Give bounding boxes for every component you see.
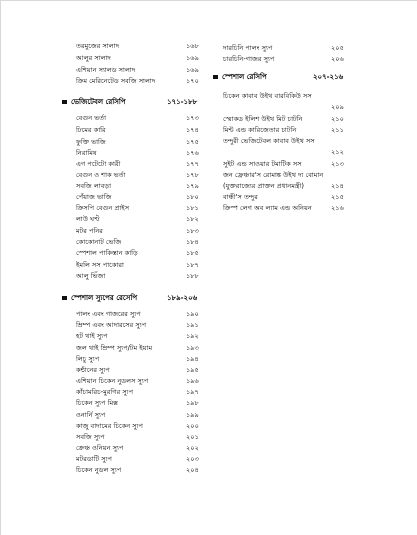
- toc-entry-page: ২১৪: [331, 182, 344, 190]
- toc-entry-page: ১৮৫: [186, 249, 199, 257]
- toc-entry-title: তন্দুরী ভেজিটেবল কাবাব উইথ সস: [223, 137, 315, 145]
- toc-entry-page: ১৬৮: [186, 42, 199, 50]
- toc-entry-title: ভেজিটেবল রেসিপি: [71, 98, 126, 106]
- toc-entry-page: ২১১: [331, 126, 344, 134]
- toc-entry-page: ১৮৩: [186, 227, 199, 235]
- toc-entry-title: দারচিনি পালং স্যুপ: [223, 44, 273, 52]
- toc-entry-title: (যুক্তরাজ্যের প্রাক্তন প্রধানমন্ত্রী): [223, 182, 304, 190]
- toc-entry-title: ক্রেঞ্চ ওনিয়ন স্যুপ: [76, 444, 124, 452]
- toc-entry-page: ১৯৮: [186, 399, 199, 407]
- toc-entry-title: মটর পনির: [76, 227, 103, 235]
- toc-entry-page: ১৭১-১৮৮: [167, 98, 198, 106]
- toc-entry-title: এশিয়ান স্যালড সালাদ: [76, 66, 136, 74]
- toc-entry-page: ১৯২: [186, 332, 199, 340]
- toc-entry-title: সবজি লাবড়া: [76, 182, 112, 190]
- toc-entry-title: লাউ ঘণ্ট: [76, 215, 100, 223]
- section-bullet-icon: [62, 296, 67, 300]
- toc-entry-page: ১৯৫: [186, 366, 199, 374]
- toc-entry-title: চিকেন কাবাব উইথ বারবিকিউ সস: [223, 92, 312, 100]
- toc-entry-page: ১৮১: [186, 204, 199, 212]
- toc-entry-page: ১৮৪: [186, 238, 199, 246]
- toc-entry-page: ১৮৮: [186, 272, 199, 280]
- toc-entry-title: এগ পটেটো কারী: [76, 160, 121, 168]
- toc-entry-title: ফুক্তি ভাজি: [76, 138, 106, 146]
- toc-entry-title: ঢিমের কারি: [76, 126, 106, 134]
- toc-entry-title: কোকোনাট ভেজি: [76, 238, 122, 246]
- toc-entry-page: ১৮০: [186, 193, 199, 201]
- toc-entry-title: সুইট এন্ড সাওয়ার টমাটিক সস: [223, 160, 302, 168]
- toc-entry-page: ১৭৭: [186, 160, 199, 168]
- toc-entry-title: ক্রিসপি বেগুন প্রাইস: [76, 204, 130, 212]
- toc-entry-page: ১৬৯: [186, 54, 199, 62]
- toc-entry-page: ২০৩: [186, 455, 199, 463]
- toc-entry-page: ২০৬: [331, 55, 344, 63]
- toc-entry-page: ১৯৯: [186, 411, 199, 419]
- toc-entry-page: ১৯৩: [186, 344, 199, 352]
- toc-entry-page: ১৭৮: [186, 171, 199, 179]
- toc-entry-title: পেঁয়াজ ভাজি: [76, 193, 112, 201]
- toc-entry-title: স্পেশাল স্যুপের রেসেপি: [71, 294, 138, 302]
- page-left-border: [0, 0, 1, 535]
- toc-entry-title: বেগুন ভর্তা: [76, 114, 106, 122]
- toc-entry-page: ১৭০: [186, 77, 199, 85]
- toc-entry-page: ২০৯: [331, 103, 344, 111]
- toc-entry-title: বেগুন ও শাক ভর্তা: [76, 171, 126, 179]
- toc-entry-page: ১৯৪: [186, 355, 199, 363]
- toc-entry-page: ১৯৬: [186, 377, 199, 385]
- toc-entry-title: লিচু স্যুপ: [76, 355, 100, 363]
- toc-entry-page: ২১২: [331, 148, 344, 156]
- toc-entry-page: ১৯০: [186, 310, 199, 318]
- toc-entry-title: কাঁচামরিচ-মুরগির স্যুপ: [76, 388, 134, 396]
- toc-entry-title: ইমলি সস পাকোরা: [76, 261, 124, 269]
- toc-entry-page: ১৭৩: [186, 114, 199, 122]
- toc-entry-title: আলু ভিঁজা: [76, 272, 106, 280]
- toc-entry-title: চারচিনি-গাজর স্যুপ: [223, 55, 275, 63]
- toc-entry-page: ২০৭-২১৬: [313, 73, 344, 81]
- toc-entry-title: স্পেশাল রেসিপি: [222, 73, 267, 81]
- toc-entry-page: ২০৪: [186, 466, 199, 474]
- toc-entry-page: ১৮২: [186, 215, 199, 223]
- page-top-border: [0, 0, 417, 1]
- section-bullet-icon: [213, 75, 218, 79]
- toc-entry-title: নিরামিষ: [76, 149, 97, 157]
- toc-entry-page: ২১৩: [331, 160, 344, 168]
- toc-entry-title: বান্ধী'স তন্দুর: [223, 193, 258, 201]
- toc-entry-title: তরমুজের সালাদ: [76, 42, 120, 50]
- toc-entry-title: স্পেশাল পাকিস্তান কাড়ি: [76, 249, 138, 257]
- toc-entry-page: ২০০: [186, 422, 199, 430]
- toc-entry-title: ওনার্নি স্যুপ: [76, 411, 106, 419]
- toc-entry-page: ১৯১: [186, 321, 199, 329]
- toc-entry-title: জল থাই ম্রিম্প স্যুপ/টম ইয়াম: [76, 344, 153, 352]
- toc-entry-title: সবজি স্যুপ: [76, 433, 105, 441]
- toc-entry-title: পালং এবং গাজরের স্যুপ: [76, 310, 141, 318]
- section-bullet-icon: [62, 100, 67, 104]
- toc-entry-page: ১৮৯-২০৬: [167, 294, 198, 302]
- toc-entry-title: চিকেন স্যুপ মিক্স: [76, 399, 118, 407]
- toc-entry-page: ২১৬: [331, 204, 344, 212]
- toc-entry-title: ক্রিম মেরিনেটেড সবজি সালাদ: [76, 77, 156, 85]
- toc-entry-page: ২০৫: [331, 44, 344, 52]
- toc-entry-title: মটরডাটি স্যুপ: [76, 455, 112, 463]
- toc-entry-title: কর্ন্ঠানের স্যুপ: [76, 366, 110, 374]
- toc-entry-page: ২১০: [331, 115, 344, 123]
- toc-entry-page: ১৬৯: [186, 66, 199, 74]
- toc-entry-title: এশিয়ান চিকেন নুডলস স্যুপ: [76, 377, 149, 385]
- toc-entry-title: আলুর সালাদ: [76, 54, 111, 62]
- toc-entry-page: ২০২: [186, 444, 199, 452]
- toc-entry-page: ১৭৪: [186, 126, 199, 134]
- toc-entry-title: হট থাই স্যুপ: [76, 332, 108, 340]
- toc-entry-page: ২১৫: [331, 193, 344, 201]
- toc-entry-title: মিন্ট এন্ড কারিজেতার চাটনি: [223, 126, 297, 134]
- toc-entry-title: ক্রিস্প লেগ অব ল্যাম এন্ড অনিয়ন: [223, 204, 312, 212]
- toc-entry-title: চিকেন নুডল স্যুপ: [76, 466, 122, 474]
- toc-entry-title: স্মোকড ইলিশ উইথ মিট চাটনি: [223, 115, 303, 123]
- toc-entry-page: ১৭৫: [186, 138, 199, 146]
- toc-entry-page: ১৮৭: [186, 261, 199, 269]
- toc-entry-page: ১৯৭: [186, 388, 199, 396]
- toc-entry-title: জন ফ্রেঞ্চার'স রোমাঙ্ক উইথ দ্য বোমান: [223, 171, 324, 179]
- toc-entry-title: ম্রিম্প এবং আদারসের স্যুপ: [76, 321, 147, 329]
- toc-entry-title: কাজু বাদামের চিকেন স্যুপ: [76, 422, 143, 430]
- toc-entry-page: ১৭৬: [186, 149, 199, 157]
- toc-entry-page: ১৭৯: [186, 182, 199, 190]
- toc-entry-page: ২০১: [186, 433, 199, 441]
